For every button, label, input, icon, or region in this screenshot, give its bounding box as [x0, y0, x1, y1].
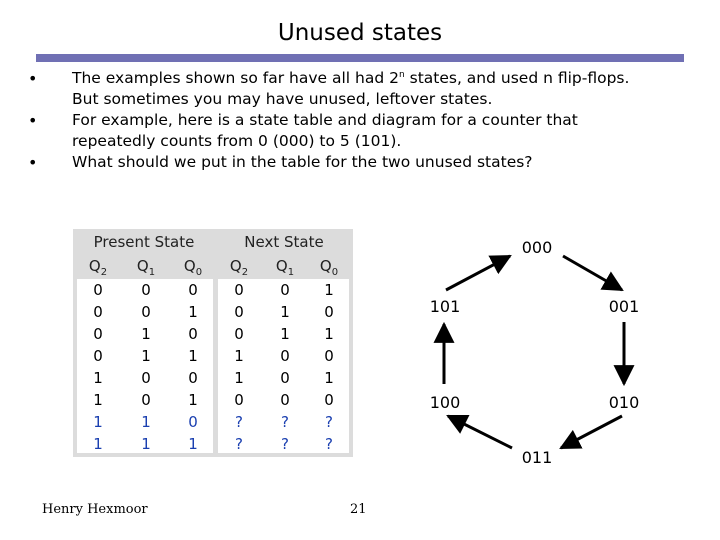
transition-010-011 [561, 416, 622, 448]
table-cell: 1 [188, 347, 198, 365]
table-cell: 0 [93, 325, 103, 343]
table-cell: 1 [141, 435, 151, 453]
table-cell: 1 [280, 325, 290, 343]
state-node-100: 100 [429, 393, 461, 412]
table-cell: ? [281, 413, 289, 431]
table-cell: ? [235, 413, 243, 431]
table-cell: 1 [188, 391, 198, 409]
next-state-header: Next State [244, 233, 324, 251]
table-cell: 0 [234, 281, 244, 299]
state-node-011: 011 [521, 448, 553, 467]
table-cell: 0 [324, 347, 334, 365]
bullet-text: What should we put in the table for the two unused states? [72, 153, 533, 171]
table-cell: 0 [280, 369, 290, 387]
column-header: $Q_1$ [136, 257, 156, 278]
table-cell: 1 [324, 281, 334, 299]
table-cell: 1 [93, 413, 103, 431]
bullet-text: states, and used n flip-flops. [404, 69, 630, 87]
table-cell: 0 [234, 391, 244, 409]
column-header: $Q_2$ [88, 257, 108, 278]
state-node-000: 000 [521, 238, 553, 257]
table-cell: 0 [280, 347, 290, 365]
state-node-101: 101 [429, 297, 461, 316]
table-cell: 0 [188, 413, 198, 431]
table-cell: 1 [324, 369, 334, 387]
table-cell: 1 [234, 347, 244, 365]
table-cell: ? [235, 435, 243, 453]
table-cell: 0 [234, 325, 244, 343]
bullet-dot-icon: • [28, 111, 38, 130]
slide-title: Unused states [277, 20, 443, 46]
table-cell: ? [325, 413, 333, 431]
table-cell: 0 [188, 325, 198, 343]
table-cell: 0 [141, 391, 151, 409]
table-cell: 1 [234, 369, 244, 387]
transition-011-100 [448, 416, 512, 448]
table-cell: 0 [141, 369, 151, 387]
bullet-text: The examples shown so far have all had 2 [72, 69, 399, 87]
table-cell: 1 [188, 303, 198, 321]
table-cell: 0 [188, 281, 198, 299]
table-cell: 0 [234, 303, 244, 321]
superscript: n [398, 69, 405, 80]
present-state-header: Present State [93, 233, 195, 251]
bullet-text: But sometimes you may have unused, leftover states. [72, 90, 493, 108]
table-cell: 1 [93, 435, 103, 453]
table-cell: 1 [93, 391, 103, 409]
state-node-010: 010 [608, 393, 640, 412]
column-header: $Q_2$ [229, 257, 249, 278]
table-cell: 0 [324, 303, 334, 321]
table-cell: 1 [188, 435, 198, 453]
transition-101-000 [446, 256, 510, 290]
table-cell: 0 [188, 369, 198, 387]
column-header: $Q_0$ [319, 257, 339, 278]
bullet-text: For example, here is a state table and diagram for a counter that [72, 111, 578, 129]
table-cell: 0 [141, 303, 151, 321]
column-header: $Q_0$ [183, 257, 203, 278]
table-cell: 0 [280, 391, 290, 409]
bullet-text: repeatedly counts from 0 (000) to 5 (101). [72, 132, 402, 150]
table-cell: ? [325, 435, 333, 453]
page-number: 21 [350, 502, 367, 517]
table-cell: 1 [93, 369, 103, 387]
table-cell: ? [281, 435, 289, 453]
table-cell: 0 [93, 281, 103, 299]
table-cell: 1 [280, 303, 290, 321]
table-cell: 1 [141, 347, 151, 365]
table-cell: 0 [93, 347, 103, 365]
table-cell: 1 [141, 413, 151, 431]
footer-author: Henry Hexmoor [42, 502, 148, 517]
bullet-dot-icon: • [28, 69, 38, 88]
table-cell: 0 [141, 281, 151, 299]
table-cell: 0 [93, 303, 103, 321]
table-cell: 0 [324, 391, 334, 409]
column-header: $Q_1$ [275, 257, 295, 278]
bullet-dot-icon: • [28, 153, 38, 172]
table-cell: 1 [324, 325, 334, 343]
transition-000-001 [563, 256, 622, 290]
state-node-001: 001 [608, 297, 640, 316]
table-cell: 0 [280, 281, 290, 299]
table-cell: 1 [141, 325, 151, 343]
